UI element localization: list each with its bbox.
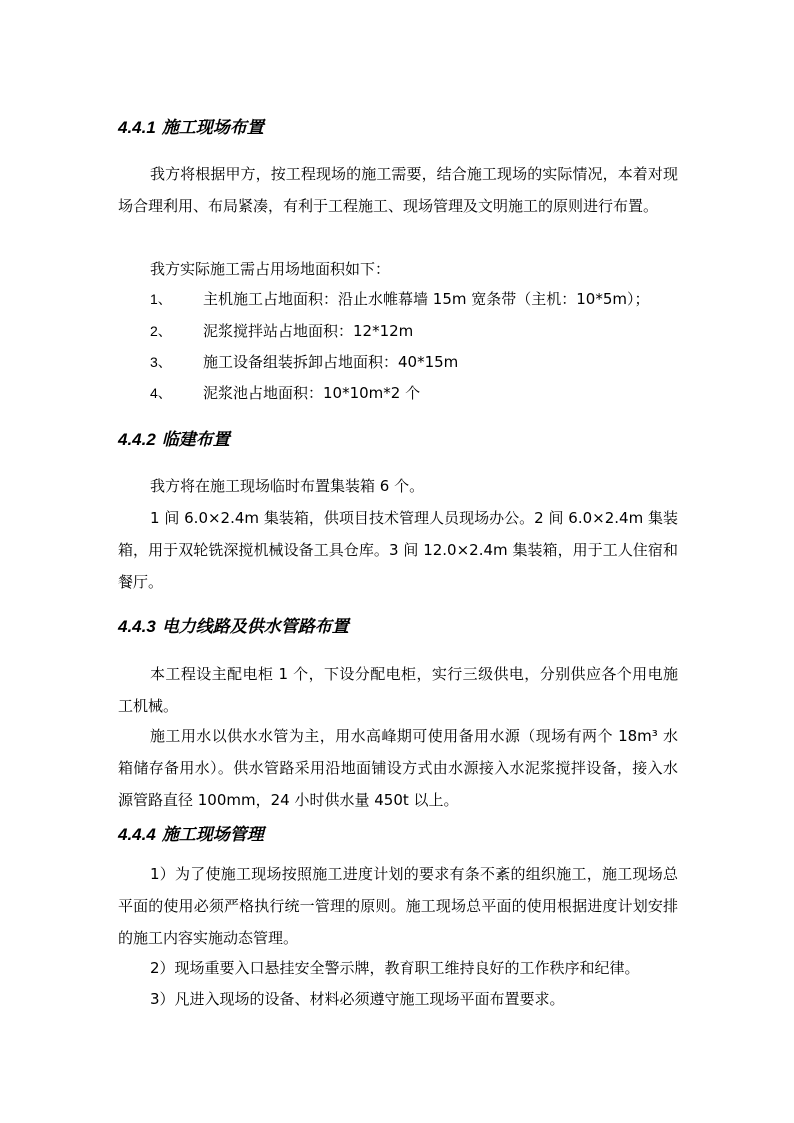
list-item-number: 2、 bbox=[150, 323, 172, 339]
paragraph: 施工用水以供水水管为主，用水高峰期可使用备用水源（现场有两个 18m³ 水箱储存备用水）。供水管路采用沿地面铺设方式由水源接入水泥浆搅拌设备，接入水源管路直径 100mm，24 小时供水量 450t 以上。 bbox=[118, 727, 678, 809]
list-item-text: 泥浆搅拌站占地面积：12*12m bbox=[203, 322, 414, 340]
paragraph: 本工程设主配电柜 1 个，下设分配电柜，实行三级供电，分别供应各个用电施工机械。 bbox=[118, 665, 678, 715]
section-number: 4.4.1 bbox=[118, 118, 156, 137]
list-item-text: 主机施工占地面积：沿止水帷幕墙 15m 宽条带（主机：10*5m）； bbox=[203, 290, 650, 308]
paragraph: 我方将根据甲方，按工程现场的施工需要，结合施工现场的实际情况，本着对现场合理利用、布局紧凑，有利于工程施工、现场管理及文明施工的原则进行布置。 bbox=[118, 165, 678, 215]
paragraph: 1）为了使施工现场按照施工进度计划的要求有条不紊的组织施工，施工现场总平面的使用必须严格执行统一管理的原则。施工现场总平面的使用根据进度计划安排的施工内容实施动态管理。 bbox=[118, 865, 678, 947]
section-heading-4-4-1 bbox=[118, 117, 264, 139]
section-number: 4.4.4 bbox=[118, 825, 156, 844]
section-title: 施工现场管理 bbox=[161, 825, 264, 845]
paragraph: 2）现场重要入口悬挂安全警示牌，教育职工维持良好的工作秩序和纪律。 bbox=[150, 959, 640, 977]
paragraph: 我方实际施工需占用场地面积如下： bbox=[150, 260, 391, 278]
section-title: 电力线路及供水管路布置 bbox=[161, 617, 349, 637]
list-item-number: 1、 bbox=[150, 291, 172, 307]
list-item-number: 4、 bbox=[150, 385, 172, 401]
paragraph: 3）凡进入现场的设备、材料必须遵守施工现场平面布置要求。 bbox=[150, 990, 565, 1008]
section-heading-4-4-2 bbox=[118, 429, 230, 451]
list-item-text: 施工设备组装拆卸占地面积：40*15m bbox=[203, 353, 459, 371]
section-number: 4.4.2 bbox=[118, 430, 156, 449]
section-heading-4-4-3 bbox=[118, 616, 349, 638]
list-item-number: 3、 bbox=[150, 354, 172, 370]
section-title: 临建布置 bbox=[161, 430, 230, 450]
section-title: 施工现场布置 bbox=[161, 118, 264, 138]
section-heading-4-4-4 bbox=[118, 824, 264, 846]
paragraph: 我方将在施工现场临时布置集装箱 6 个。 bbox=[150, 477, 425, 495]
section-number: 4.4.3 bbox=[118, 617, 156, 636]
list-item-text: 泥浆池占地面积：10*10m*2 个 bbox=[203, 384, 421, 402]
paragraph: 1 间 6.0×2.4m 集装箱，供项目技术管理人员现场办公。2 间 6.0×2.4m 集装箱，用于双轮铣深搅机械设备工具仓库。3 间 12.0×2.4m 集装箱，用于工人住宿和餐厅。 bbox=[118, 509, 678, 591]
